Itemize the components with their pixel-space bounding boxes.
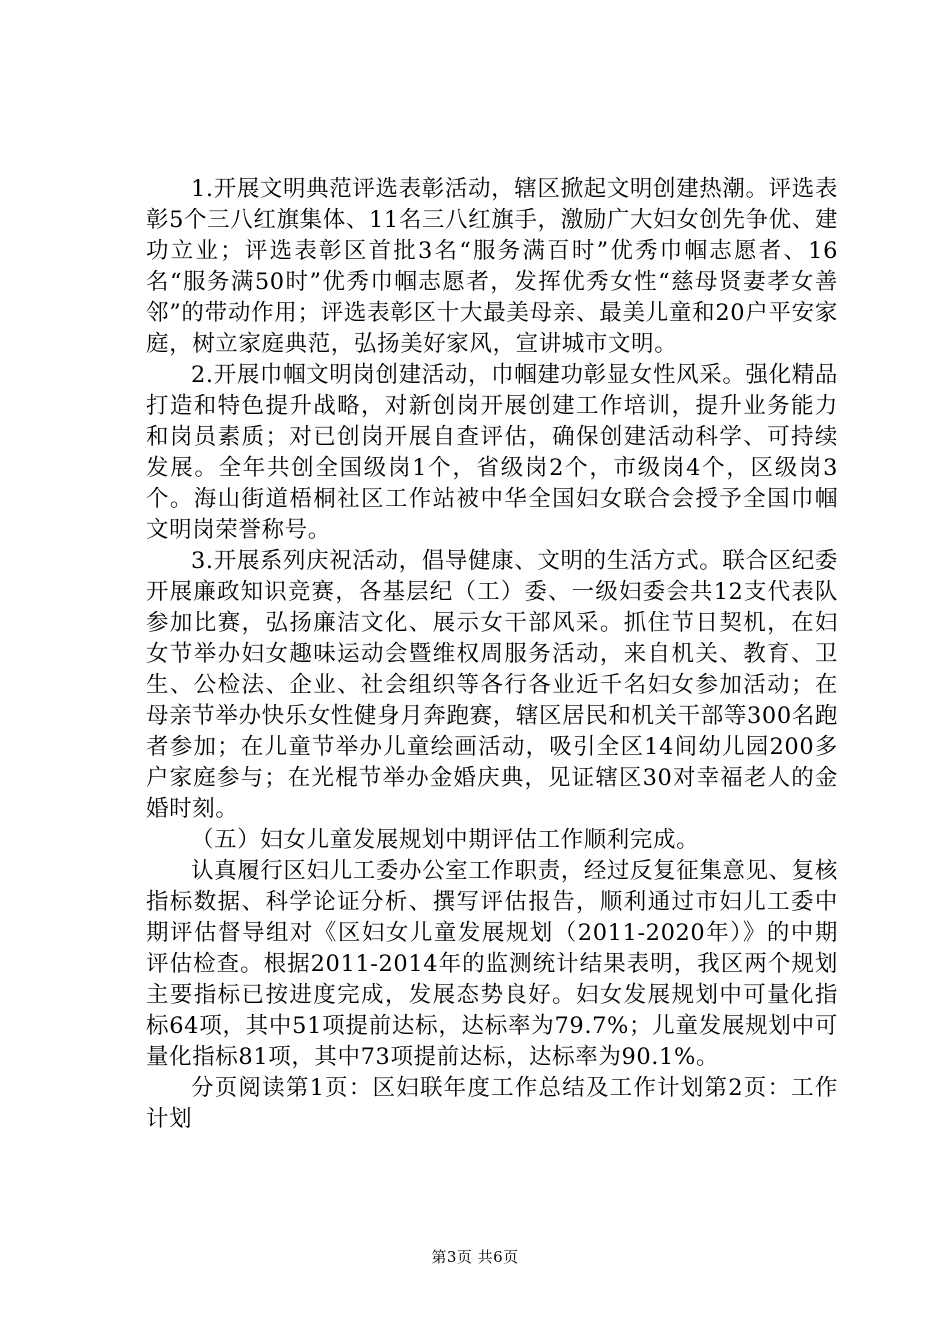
page-footer: 第3页 共6页 <box>431 1248 519 1266</box>
section-heading-five: （五）妇女儿童发展规划中期评估工作顺利完成。 <box>191 827 700 853</box>
paragraph-page-navigation: 分页阅读第1页：区妇联年度工作总结及工作计划第2页：工作计划 <box>146 1075 838 1132</box>
paragraph-model-selection: 1.开展文明典范评选表彰活动，辖区掀起文明创建热潮。评选表彰5个三八红旗集体、11名三八红旗手，激励广大妇女创先争优、建功立业；评选表彰区首批3名“服务满百时”优秀巾帼志愿者、16名“服务满50时”优秀巾帼志愿者，发挥优秀女性“慈母贤妻孝女善邻”的带动作用；评选表彰区十大最美母亲、最美儿童和20户平安家庭，树立家庭典范，弘扬美好家风，宣讲城市文明。 <box>146 176 838 357</box>
document-body <box>146 174 838 1135</box>
paragraph-civilized-post: 2.开展巾帼文明岗创建活动，巾帼建功彰显女性风采。强化精品打造和特色提升战略，对新创岗开展创建工作培训，提升业务能力和岗员素质；对已创岗开展自查评估，确保创建活动科学、可持续发展。全年共创全国级岗1个，省级岗2个，市级岗4个，区级岗3个。海山街道梧桐社区工作站被中华全国妇女联合会授予全国巾帼文明岗荣誉称号。 <box>146 362 838 543</box>
paragraph-celebration-activities: 3.开展系列庆祝活动，倡导健康、文明的生活方式。联合区纪委开展廉政知识竞赛，各基层纪（工）委、一级妇委会共12支代表队参加比赛，弘扬廉洁文化、展示女干部风采。抓住节日契机，在妇女节举办妇女趣味运动会暨维权周服务活动，来自机关、教育、卫生、公检法、企业、社会组织等各行各业近千名妇女参加活动；在母亲节举办快乐女性健身月奔跑赛，辖区居民和机关干部等300名跑者参加；在儿童节举办儿童绘画活动，吸引全区14间幼儿园200多户家庭参与；在光棍节举办金婚庆典，见证辖区30对幸福老人的金婚时刻。 <box>146 548 838 822</box>
paragraph-midterm-evaluation: 认真履行区妇儿工委办公室工作职责，经过反复征集意见、复核指标数据、科学论证分析、撰写评估报告，顺利通过市妇儿工委中期评估督导组对《区妇女儿童发展规划（2011-2020年）》的中期评估检查。根据2011-2014年的监测统计结果表明，我区两个规划主要指标已按进度完成，发展态势良好。妇女发展规划中可量化指标64项，其中51项提前达标，达标率为79.7%；儿童发展规划中可量化指标81项，其中73项提前达标，达标率为90.1%。 <box>146 858 838 1070</box>
